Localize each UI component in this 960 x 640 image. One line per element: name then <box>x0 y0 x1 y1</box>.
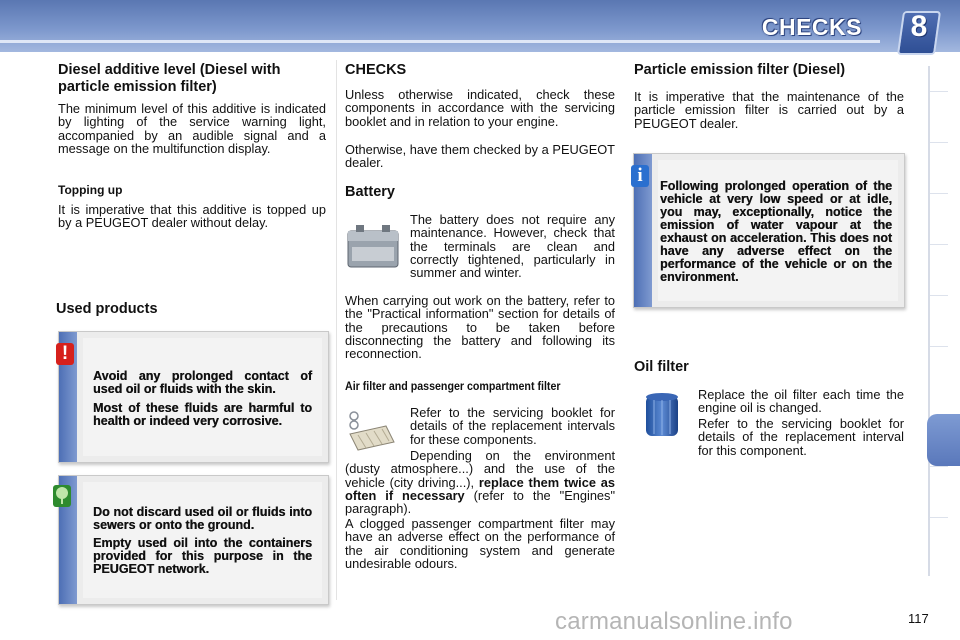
info-box-inner <box>658 160 898 301</box>
chapter-tabs <box>928 66 950 576</box>
tree-icon-graphic <box>53 485 71 507</box>
chapter-tab-active[interactable] <box>927 414 960 466</box>
battery-text-1: The battery does not require any maintenance. However, check that the terminals are clean and correctly tightened, particularly in summer and winter. <box>410 212 615 281</box>
header-rule <box>0 40 880 43</box>
tab-divider <box>930 295 948 296</box>
watermark: carmanualsonline.info <box>555 608 793 635</box>
air-filter-text-3: A clogged passenger compartment filter may have an adverse effect on the performance of the air conditioning system and generate undesirable odours. <box>345 516 615 571</box>
environment-box-inner <box>83 482 322 598</box>
oil-filter-text-1: Replace the oil filter each time the engine oil is changed. <box>698 387 904 416</box>
warning-icon: ! <box>56 343 74 365</box>
air-filter-text-1: Refer to the servicing booklet for details of the replacement intervals for these components. <box>410 405 615 447</box>
oil-filter-icon <box>640 390 684 440</box>
oil-filter-heading: Oil filter <box>634 359 689 375</box>
battery-heading: Battery <box>345 184 395 200</box>
chapter-number: 8 <box>910 10 928 43</box>
tab-divider <box>930 244 948 245</box>
air-filter-text-2a: Depending on the environment (dusty atmosphere...) and the use of the vehicle (city driving...), <box>345 448 615 490</box>
checks-text-1: Unless otherwise indicated, check these components in accordance with the servicing booklet and in relation to your engine. <box>345 87 615 129</box>
air-filter-text-2 <box>345 449 615 515</box>
tab-divider <box>930 346 948 347</box>
particle-filter-heading: Particle emission filter (Diesel) <box>634 62 846 78</box>
warning-text-2: Most of these fluids are harmful to health or indeed very corrosive. <box>93 401 312 428</box>
air-filter-heading: Air filter and passenger compartment filter <box>345 379 561 393</box>
battery-icon <box>344 219 402 273</box>
particle-filter-text: It is imperative that the maintenance of the particle emission filter is carried out by a PEUGEOT dealer. <box>634 89 904 131</box>
oil-filter-text-2: Refer to the servicing booklet for details of the replacement interval for this component. <box>698 416 904 458</box>
tab-divider <box>930 517 948 518</box>
tab-divider <box>930 466 948 467</box>
used-products-heading: Used products <box>56 301 158 317</box>
warning-box <box>58 331 329 463</box>
air-filter-icon <box>344 408 400 454</box>
diesel-additive-heading: Diesel additive level (Diesel with particle emission filter) <box>58 62 281 95</box>
page-number: 117 <box>908 611 929 626</box>
topping-up-heading: Topping up <box>58 183 123 197</box>
info-text: Following prolonged operation of the vehicle at very low speed or at idle, you may, exceptionally, notice the emission of water vapour at the exhaust on acceleration. This does not have any adverse effect on the performance of the vehicle or on the environment. <box>660 179 892 284</box>
tab-divider <box>930 142 948 143</box>
diesel-additive-text: The minimum level of this additive is indicated by lighting of the service warning light, accompanied by an audible signal and a message on the multifunction display. <box>58 101 326 156</box>
air-filter-emphasis: replace them twice as often if necessary <box>345 474 615 503</box>
topping-up-text: It is imperative that this additive is topped up by a PEUGEOT dealer without delay. <box>58 202 326 231</box>
checks-text-2: Otherwise, have them checked by a PEUGEOT dealer. <box>345 142 615 171</box>
checks-heading: CHECKS <box>345 62 407 78</box>
tab-divider <box>930 193 948 194</box>
environment-box <box>58 475 329 605</box>
warning-box-inner <box>83 338 322 456</box>
tree-icon <box>53 485 71 507</box>
info-box <box>633 153 905 308</box>
environment-text-2: Empty used oil into the containers provided for this purpose in the PEUGEOT network. <box>93 536 312 576</box>
environment-text-1: Do not discard used oil or fluids into sewers or onto the ground. <box>93 505 312 532</box>
info-icon: i <box>631 165 649 187</box>
air-filter-text-2c: (refer to the "Engines" paragraph). <box>345 487 615 517</box>
column-divider <box>336 60 337 600</box>
battery-text-2: When carrying out work on the battery, refer to the "Practical information" section for details of the precautions to be taken before disconnecting the battery and following its reconnection. <box>345 293 615 362</box>
tab-divider <box>930 91 948 92</box>
warning-text-1: Avoid any prolonged contact of used oil or fluids with the skin. <box>93 369 312 396</box>
chapter-title: CHECKS <box>761 14 862 40</box>
